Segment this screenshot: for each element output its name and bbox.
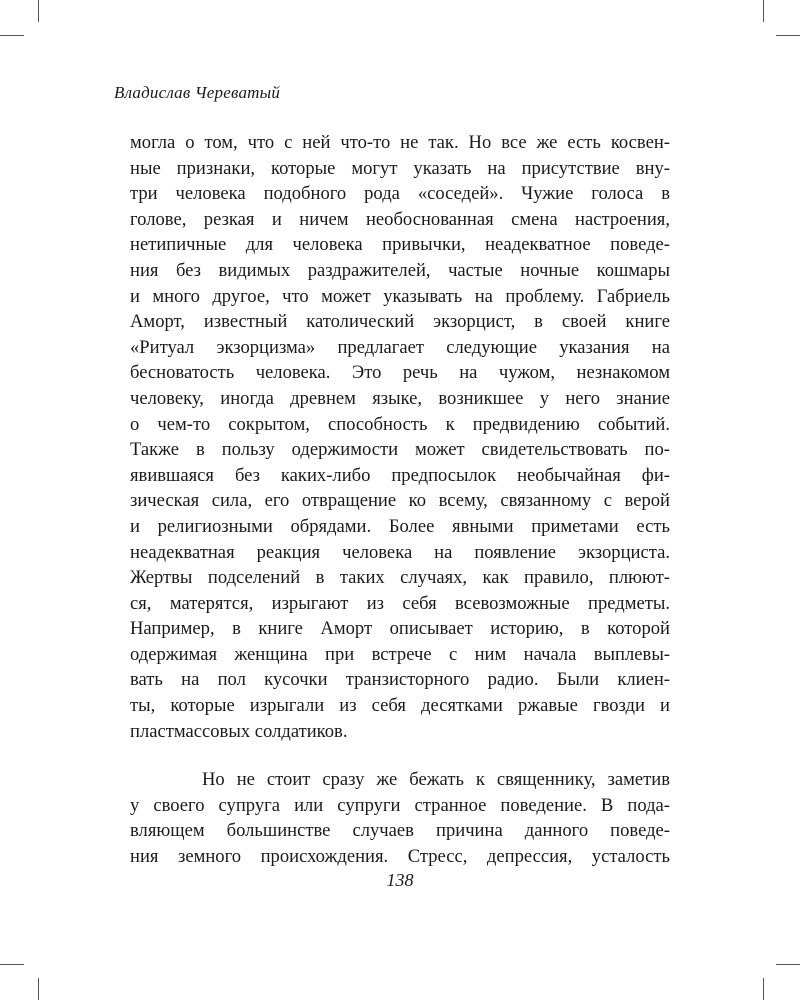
text-line: Например, в книге Аморт описывает историю, в которой <box>130 618 670 640</box>
text-line: Жертвы подселений в таких случаях, как правило, плюют- <box>130 567 670 589</box>
crop-mark-bottom-right <box>763 978 764 1000</box>
paragraph-2 <box>130 767 670 869</box>
text-line: пластмассовых солдатиков. <box>130 720 348 742</box>
text-line: голове, резкая и ничем необоснованная смена настроения, <box>130 208 670 230</box>
text-line: ся, матерятся, изрыгают из себя всевозможные предметы. <box>130 592 670 614</box>
text-line: и много другое, что может указывать на проблему. Габриель <box>130 285 670 307</box>
text-line: ния земного происхождения. Стресс, депрессия, усталость <box>130 846 670 868</box>
text-line: вать на пол кусочки транзисторного радио. Были клиен- <box>130 669 670 691</box>
text-line: о чем-то сокрытом, способность к предвидению событий. <box>130 413 670 435</box>
text-line: бесноватость человека. Это речь на чужом, незнакомом <box>130 362 670 384</box>
crop-mark-top-left-h <box>0 35 24 36</box>
text-line: явившаяся без каких-либо предпосылок необычайная фи- <box>130 464 670 486</box>
text-line: неадекватная реакция человека на появление экзорциста. <box>130 541 670 563</box>
text-line: вляющем большинстве случаев причина данного поведе- <box>130 820 670 842</box>
page-number: 138 <box>386 870 414 890</box>
text-line: и религиозными обрядами. Более явными приметами есть <box>130 515 670 537</box>
crop-mark-bottom-right-h <box>776 964 800 965</box>
text-line: одержимая женщина при встрече с ним начала выплевы- <box>130 643 670 665</box>
text-line: Аморт, известный католический экзорцист, в своей книге <box>130 311 670 333</box>
text-line: «Ритуал экзорцизма» предлагает следующие указания на <box>130 336 670 358</box>
crop-mark-top-left <box>38 0 39 22</box>
text-line: ния без видимых раздражителей, частые ночные кошмары <box>130 259 670 281</box>
body-text <box>130 130 670 870</box>
text-line: у своего супруга или супруги странное поведение. В пода- <box>130 794 670 816</box>
paragraph-1 <box>130 130 670 744</box>
text-line: Также в пользу одержимости может свидетельствовать по- <box>130 439 670 461</box>
paragraph-gap <box>130 744 670 767</box>
text-line: зическая сила, его отвращение ко всему, связанному с верой <box>130 490 670 512</box>
text-line: человеку, иногда древнем языке, возникшее у него знание <box>130 387 670 409</box>
text-line: ты, которые изрыгали из себя десятками ржавые гвозди и <box>130 695 670 717</box>
text-line: ные признаки, которые могут указать на присутствие вну- <box>130 157 670 179</box>
crop-mark-top-right <box>763 0 764 22</box>
running-head-author: Владислав Череватый <box>114 83 281 102</box>
text-line: Но не стоит сразу же бежать к священнику, заметив <box>202 769 670 791</box>
text-line: нетипичные для человека привычки, неадекватное поведе- <box>130 234 670 256</box>
text-line: три человека подобного рода «соседей». Чужие голоса в <box>130 183 670 205</box>
crop-mark-bottom-left-h <box>0 964 24 965</box>
crop-mark-top-right-h <box>776 35 800 36</box>
text-line: могла о том, что с ней что-то не так. Но все же есть косвен- <box>130 132 670 153</box>
crop-mark-bottom-left <box>38 978 39 1000</box>
